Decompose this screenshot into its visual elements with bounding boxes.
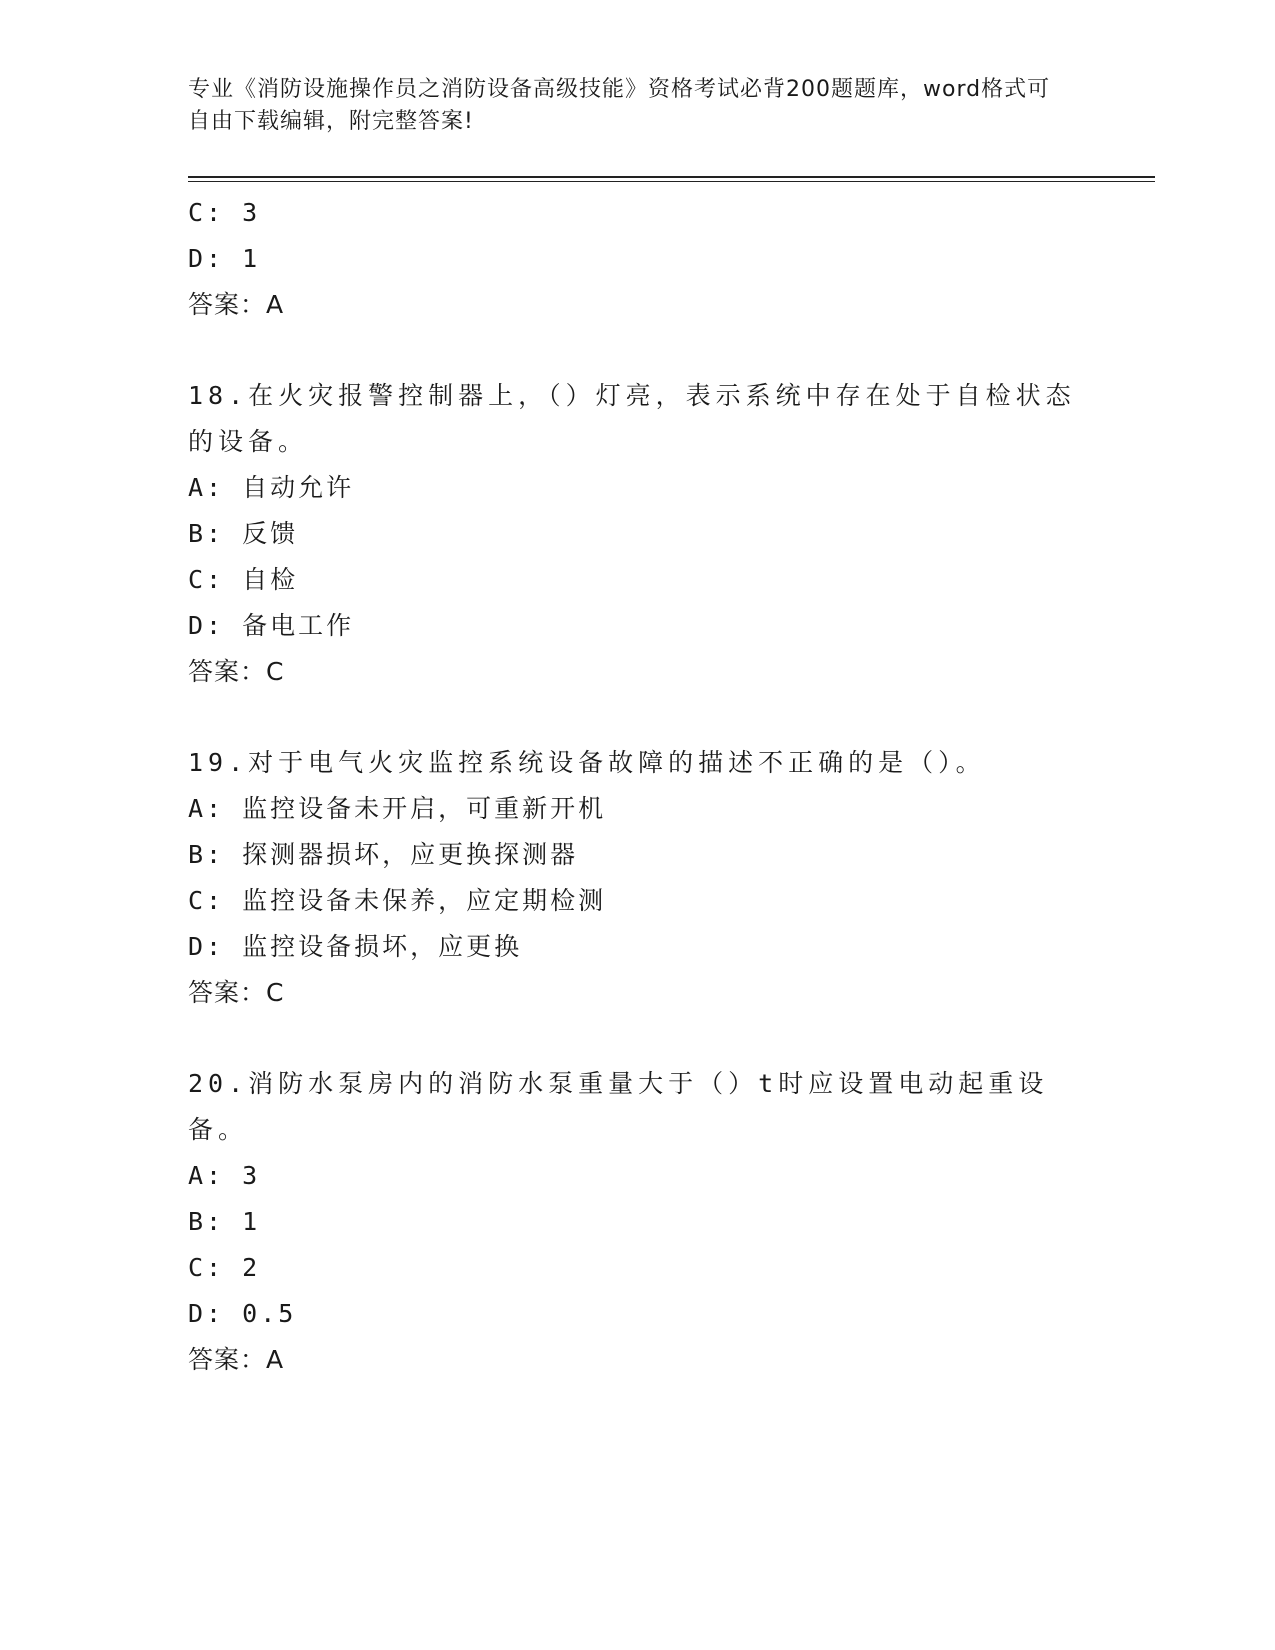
question-stem: 18.在火灾报警控制器上，（）灯亮，表示系统中存在处于自检状态的设备。 (188, 381, 1076, 456)
option-a: A: 监控设备未开启，可重新开机 (188, 794, 607, 823)
question-stem: 19.对于电气火灾监控系统设备故障的描述不正确的是（）。 (188, 748, 986, 777)
option-d: D: 0.5 (188, 1299, 297, 1328)
question-18 (188, 373, 1128, 695)
document-header: 专业《消防设施操作员之消防设备高级技能》资格考试必背200题题库，word格式可自由下载编辑，附完整答案! (188, 77, 1051, 134)
previous-question-fragment (188, 190, 1128, 328)
question-stem: 20.消防水泵房内的消防水泵重量大于（）t时应设置电动起重设备。 (188, 1069, 1049, 1144)
spacer (188, 1016, 1128, 1061)
answer-line: 答案：C (188, 978, 285, 1007)
option-a: A: 自动允许 (188, 473, 355, 502)
option-c: C: 自检 (188, 565, 299, 594)
answer-line: 答案：C (188, 657, 285, 686)
option-d: D: 备电工作 (188, 611, 355, 640)
question-19 (188, 740, 1128, 1016)
header-rule-thick (188, 176, 1155, 178)
spacer (188, 328, 1128, 373)
question-20 (188, 1061, 1128, 1383)
answer-line: 答案：A (188, 290, 285, 319)
question-content (188, 190, 1128, 1383)
answer-line: 答案：A (188, 1345, 285, 1374)
option-b: B: 反馈 (188, 519, 299, 548)
option-c: C: 2 (188, 1253, 261, 1282)
option-c: C: 监控设备未保养，应定期检测 (188, 886, 607, 915)
option-c: C: 3 (188, 198, 261, 227)
header-rule-thin (188, 181, 1155, 182)
option-b: B: 探测器损坏，应更换探测器 (188, 840, 579, 869)
option-b: B: 1 (188, 1207, 261, 1236)
option-a: A: 3 (188, 1161, 261, 1190)
option-d: D: 监控设备损坏，应更换 (188, 932, 523, 961)
option-d: D: 1 (188, 244, 261, 273)
spacer (188, 695, 1128, 740)
